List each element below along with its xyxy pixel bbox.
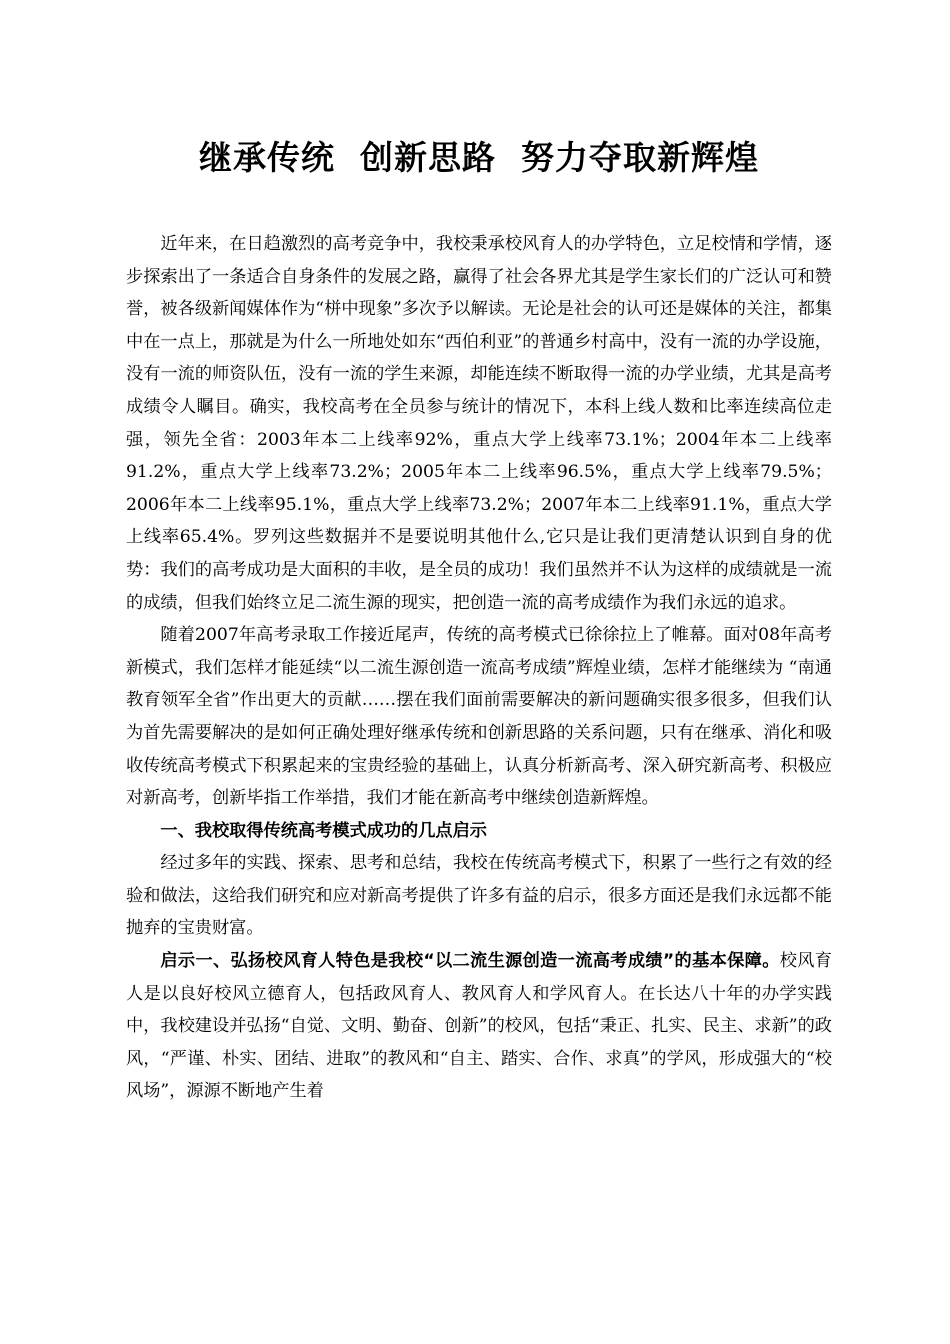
paragraph-section-intro: 经过多年的实践、探索、思考和总结，我校在传统高考模式下，积累了一些行之有效的经验和做法，这给我们研究和应对新高考提供了许多有益的启示，很多方面还是我们永远都不能抛弃的宝贵财富。: [126, 853, 832, 939]
document-title: 继承传统 创新思路 努力夺取新辉煌: [199, 138, 759, 177]
document-body: [126, 228, 832, 1108]
insight-lead: 启示一、弘扬校风育人特色是我校“以二流生源创造一流高考成绩”的基本保障。: [160, 951, 780, 972]
section-heading: 一、我校取得传统高考模式成功的几点启示: [160, 820, 487, 841]
insight-text: 校风育人是以良好校风立德育人，包括政风育人、教风育人和学风育人。在长达八十年的办学实践中，我校建设并弘扬“自觉、文明、勤奋、创新”的校风，包括“秉正、扎实、民主、求新”的政风，“严谨、朴实、团结、进取”的教风和“自主、踏实、合作、求真”的学风，形成强大的“校风场”，源源不断地产生着: [126, 951, 832, 1102]
paragraph-intro: 近年来，在日趋激烈的高考竞争中，我校秉承校风育人的办学特色，立足校情和学情，逐步探索出了一条适合自身条件的发展之路，赢得了社会各界尤其是学生家长们的广泛认可和赞誉，被各级新闻媒体作为“栟中现象”多次予以解读。无论是社会的认可还是媒体的关注，都集中在一点上，那就是为什么一所地处如东“西伯利亚”的普通乡村高中，没有一流的办学设施，没有一流的师资队伍，没有一流的学生来源，却能连续不断取得一流的办学业绩，尤其是高考成绩令人瞩目。确实，我校高考在全员参与统计的情况下，本科上线人数和比率连续高位走强，领先全省：2003年本二上线率92%，重点大学上线率73.1%；2004年本二上线率91.2%，重点大学上线率73.2%；2005年本二上线率96.5%，重点大学上线率79.5%；2006年本二上线率95.1%，重点大学上线率73.2%；2007年本二上线率91.1%，重点大学上线率65.4%。罗列这些数据并不是要说明其他什么,它只是让我们更清楚认识到自身的优势：我们的高考成功是大面积的丰收，是全员的成功！我们虽然并不认为这样的成绩就是一流的成绩，但我们始终立足二流生源的现实，把创造一流的高考成绩作为我们永远的追求。: [126, 234, 832, 613]
paragraph-new-exam: 随着2007年高考录取工作接近尾声，传统的高考模式已徐徐拉上了帷幕。面对08年高考新模式，我们怎样才能延续“以二流生源创造一流高考成绩”辉煌业绩，怎样才能继续为 “南通教育领军全省”作出更大的贡献……摆在我们面前需要解决的新问题确实很多很多，但我们认为首先需要解决的是如何正确处理好继承传统和创新思路的关系问题，只有在继承、消化和吸收传统高考模式下积累起来的宝贵经验的基础上，认真分析新高考、深入研究新高考、积极应对新高考，创新毕指工作举措，我们才能在新高考中继续创造新辉煌。: [126, 625, 832, 809]
paragraph-insight-one: [126, 945, 832, 1108]
